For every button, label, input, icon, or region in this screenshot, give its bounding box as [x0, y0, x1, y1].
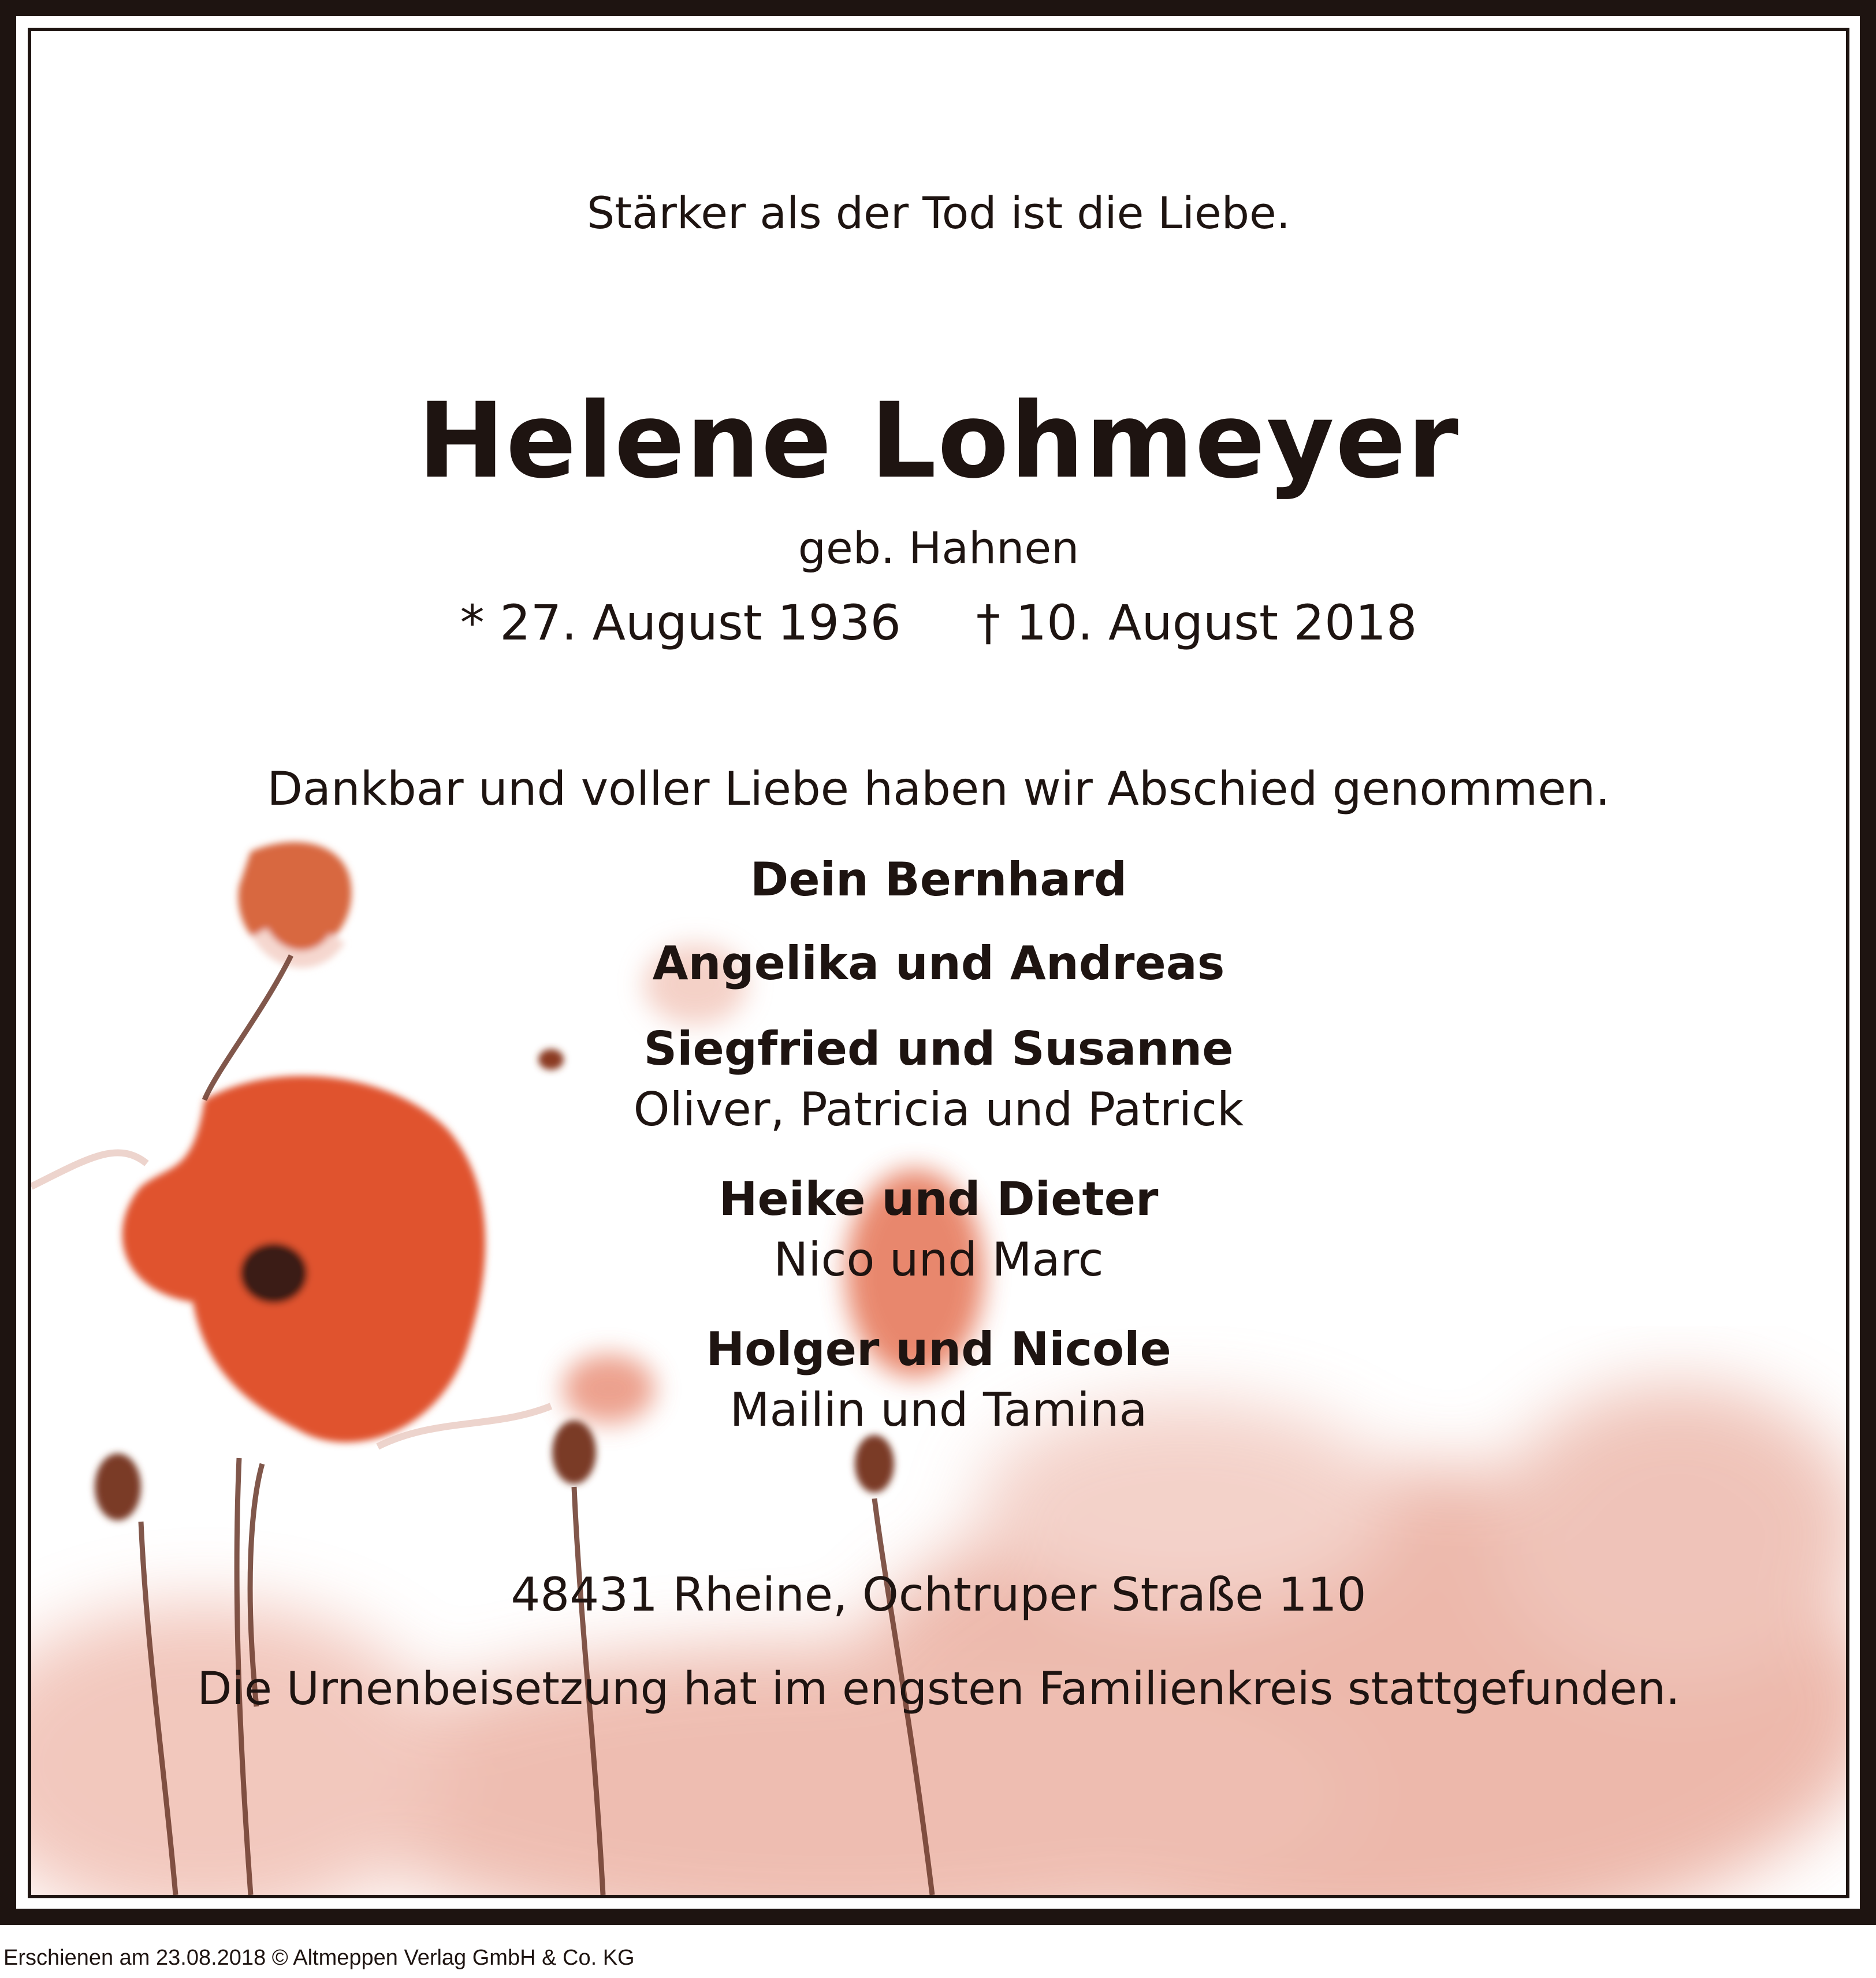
- deceased-name: Helene Lohmeyer: [418, 381, 1460, 501]
- family-signature: Dein Bernhard: [750, 853, 1127, 906]
- funeral-note: Die Urnenbeisetzung hat im engsten Familienkreis stattgefunden.: [197, 1663, 1680, 1715]
- family-children: Nico und Marc: [773, 1233, 1104, 1287]
- family-signature: Siegfried und Susanne: [643, 1022, 1234, 1076]
- publication-credit: Erschienen am 23.08.2018 © Altmeppen Verlag GmbH & Co. KG: [3, 1946, 635, 1970]
- life-dates: [31, 594, 1846, 651]
- notice-content: [31, 31, 1846, 1895]
- birth-date: * 27. August 1936: [460, 594, 901, 651]
- family-signature: Holger und Nicole: [706, 1322, 1171, 1376]
- family-signature: Heike und Dieter: [719, 1172, 1159, 1226]
- death-date: † 10. August 2018: [976, 594, 1417, 651]
- address-line: 48431 Rheine, Ochtruper Straße 110: [511, 1568, 1367, 1622]
- farewell-line: Dankbar und voller Liebe haben wir Abschied genommen.: [267, 762, 1610, 816]
- maiden-name: geb. Hahnen: [798, 522, 1080, 574]
- family-children: Oliver, Patricia und Patrick: [633, 1083, 1244, 1136]
- notice-panel: [28, 28, 1849, 1898]
- motto-line: Stärker als der Tod ist die Liebe.: [587, 187, 1290, 239]
- family-children: Mailin und Tamina: [729, 1383, 1148, 1437]
- family-signature: Angelika und Andreas: [652, 936, 1225, 990]
